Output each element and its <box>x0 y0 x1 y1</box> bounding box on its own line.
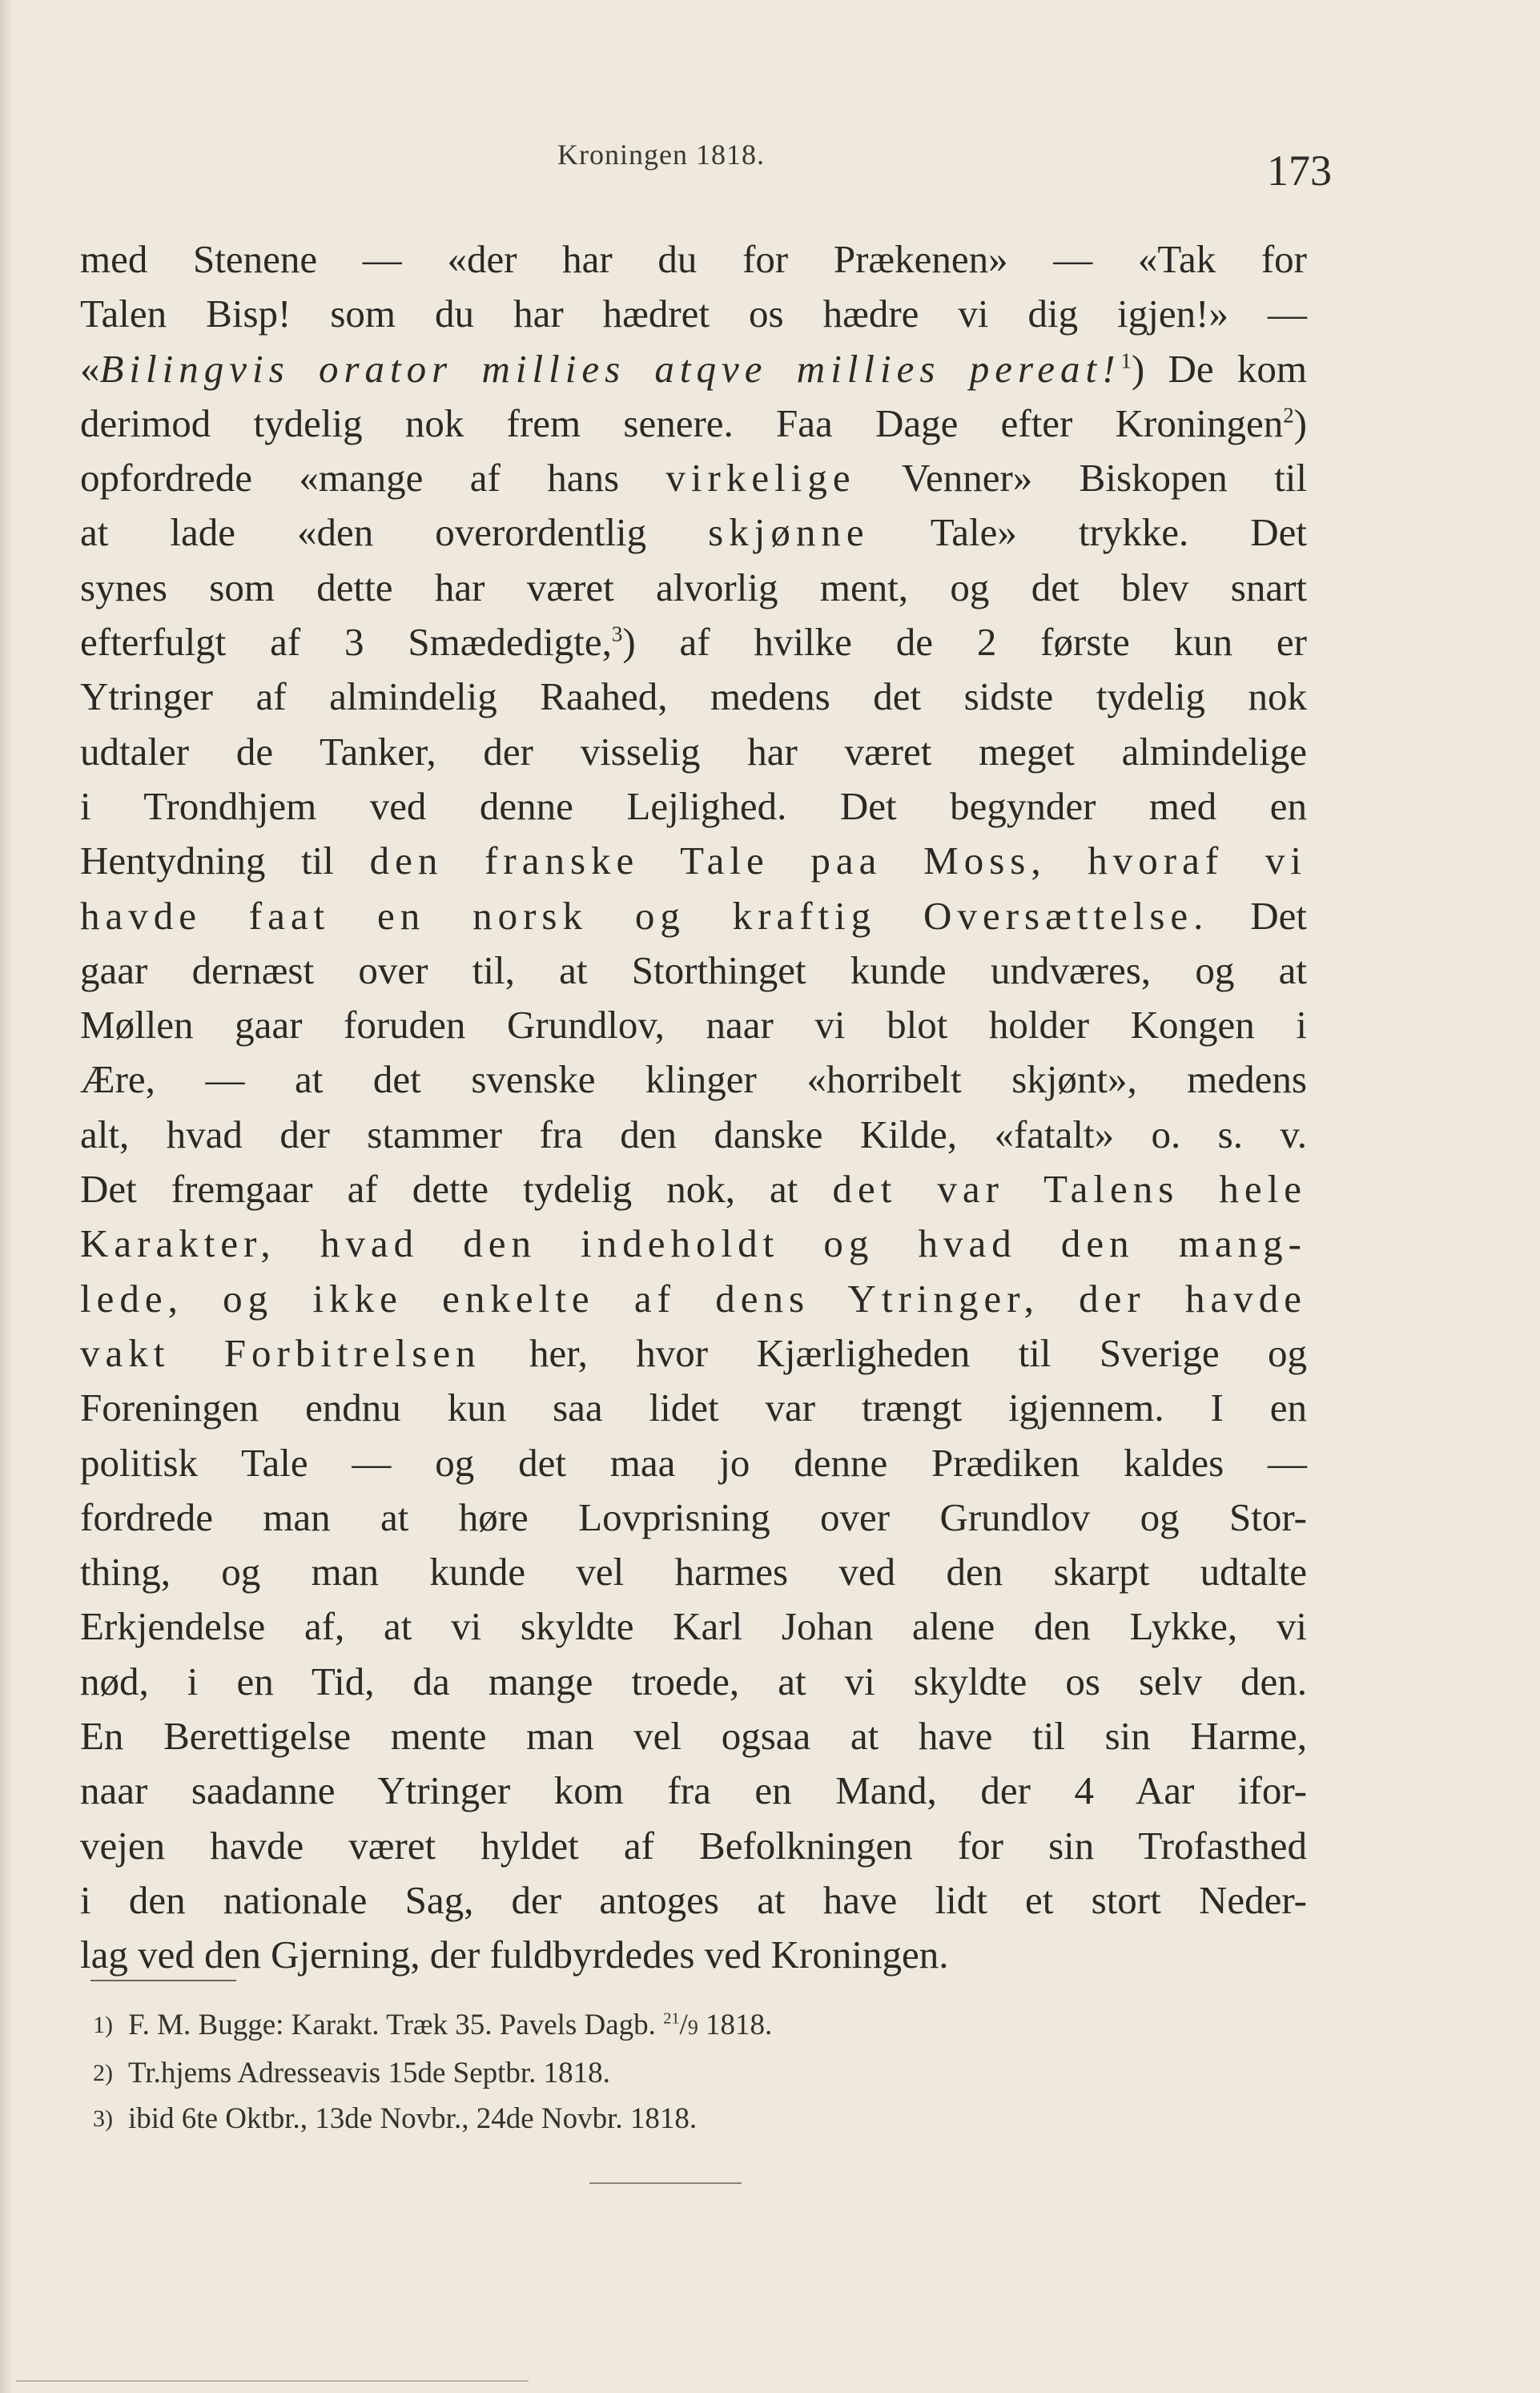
page-edge <box>0 0 11 2393</box>
text-line: vejen havde været hyldet af Befolkningen for sin Trofasthed <box>80 1823 1307 1868</box>
footnote-mark: 3) <box>93 2105 113 2132</box>
text-line: nød, i en Tid, da mange troede, at vi skyldte os selv den. <box>80 1659 1307 1703</box>
page-number: 173 <box>1267 147 1332 195</box>
text-line: Ære, — at det svenske klinger «horribelt skjønt», medens <box>80 1057 1307 1102</box>
text-line: Møllen gaar foruden Grundlov, naar vi blot holder Kongen i <box>80 1003 1307 1048</box>
text-line: havde faat en norsk og kraftig Oversættelse. Det <box>80 893 1307 938</box>
text-line: i Trondhjem ved denne Lejlighed. Det begynder med en <box>80 783 1307 828</box>
running-title: Kroningen 1818. <box>557 139 765 171</box>
footnote-divider <box>90 1980 236 1981</box>
footnote-ref: 1 <box>1120 348 1132 373</box>
footnote: 1) F. M. Bugge: Karakt. Træk 35. Pavels Dagb. $^{21}$/9 1818. <box>128 2002 1169 2050</box>
text-line: i den nationale Sag, der antoges at have lidt et stort Neder- <box>80 1877 1307 1922</box>
text-line: «Bilingvis orator millies atqve millies pereat!$^1$) De kom <box>80 346 1307 391</box>
text-line: med Stenene — «der har du for Prækenen» — «Tak for <box>80 237 1307 281</box>
text-line: thing, og man kunde vel harmes ved den skarpt udtalte <box>80 1550 1307 1595</box>
body-text <box>80 232 1307 1983</box>
text-line: alt, hvad der stammer fra den danske Kilde, «fatalt» o. s. v. <box>80 1112 1307 1156</box>
text-line: En Berettigelse mente man vel ogsaa at have til sin Harme, <box>80 1714 1307 1759</box>
text-line: Det fremgaar af dette tydelig nok, at det var Talens hele <box>80 1167 1307 1212</box>
text-line: Karakter, hvad den indeholdt og hvad den mang- <box>80 1221 1307 1266</box>
text-line: Erkjendelse af, at vi skyldte Karl Johan alene den Lykke, vi <box>80 1604 1307 1649</box>
footnote-ref: 2 <box>1283 403 1294 428</box>
footnote-mark: 1) <box>93 2012 113 2038</box>
text-line: opfordrede «mange af hans virkelige Venner» Biskopen til <box>80 456 1307 501</box>
text-line: Ytringer af almindelig Raahed, medens det sidste tydelig nok <box>80 674 1307 719</box>
footnotes <box>93 2002 1169 2142</box>
text-line: politisk Tale — og det maa jo denne Prædiken kaldes — <box>80 1440 1307 1485</box>
bottom-edge-line <box>16 2380 529 2382</box>
text-line: lag ved den Gjerning, der fuldbyrdedes ved Kroningen. <box>80 1932 949 1977</box>
text-line: Foreningen endnu kun saa lidet var trængt igjennem. I en <box>80 1386 1307 1430</box>
text-line: fordrede man at høre Lovprisning over Grundlov og Stor- <box>80 1494 1307 1539</box>
text-line: Hentydning til den franske Tale paa Moss, hvoraf vi <box>80 839 1307 883</box>
text-line: lede, og ikke enkelte af dens Ytringer, der havde <box>80 1276 1307 1321</box>
footnote: 3) ibid 6te Oktbr., 13de Novbr., 24de Novbr. 1818. <box>128 2096 1169 2142</box>
text-line: efterfulgt af 3 Smædedigte,$^3$) af hvilke de 2 første kun er <box>80 620 1307 665</box>
footnote: 2) Tr.hjems Adresseavis 15de Septbr. 1818. <box>128 2050 1169 2096</box>
footnote-ref: 3 <box>611 621 623 646</box>
footnote-mark: 2) <box>93 2060 113 2086</box>
text-line: at lade «den overordentlig skjønne Tale» trykke. Det <box>80 510 1307 555</box>
text-line: udtaler de Tanker, der visselig har været meget almindelige <box>80 729 1307 774</box>
end-divider <box>589 2182 742 2184</box>
text-line: Talen Bisp! som du har hædret os hædre vi dig igjen!» — <box>80 292 1307 336</box>
text-line: gaar dernæst over til, at Storthinget kunde undværes, og at <box>80 947 1307 992</box>
text-line: derimod tydelig nok frem senere. Faa Dage efter Kroningen$^2$) <box>80 400 1307 445</box>
text-line: synes som dette har været alvorlig ment, og det blev snart <box>80 565 1307 609</box>
latin-quote: Bilingvis orator millies atqve millies pereat! <box>99 346 1121 391</box>
text-line: vakt Forbitrelsen her, hvor Kjærligheden til Sverige og <box>80 1330 1307 1375</box>
text-line: naar saadanne Ytringer kom fra en Mand, der 4 Aar ifor- <box>80 1768 1307 1813</box>
